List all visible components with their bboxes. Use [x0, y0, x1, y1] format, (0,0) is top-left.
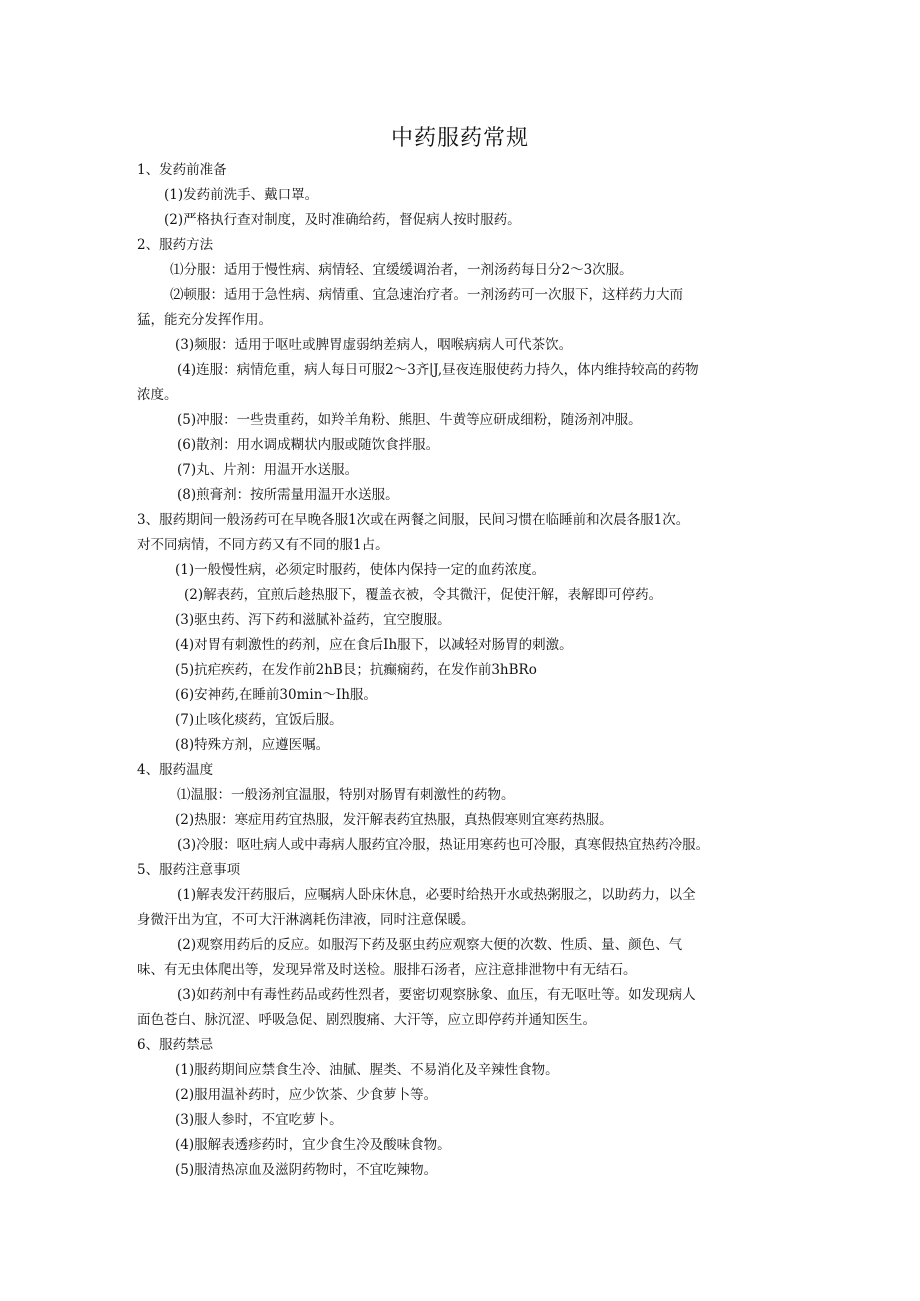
list-item: ⑴温服：一般汤剂宜温服，特别对肠胃有刺激性的药物。	[177, 787, 515, 803]
paragraph-continuation: 面色苍白、脉沉涩、呼吸急促、剧烈腹痛、大汗等，应立即停药并通知医生。	[137, 1012, 596, 1028]
list-item: (7)止咳化痰药，宜饭后服。	[175, 712, 343, 728]
list-item: (6)散剂：用水调成糊状内服或随饮食拌服。	[177, 437, 440, 453]
list-item: (3)冷服：呕吐病人或中毒病人服药宜冷服，热证用寒药也可冷服，真寒假热宜热药冷服。	[177, 837, 710, 853]
paragraph-continuation: 味、有无虫体爬出等，发现异常及时送检。服排石汤者，应注意排泄物中有无结石。	[137, 962, 637, 978]
section-heading-3: 3、服药期间一般汤药可在早晚各服1次或在两餐之间服，民间习惯在临睡前和次晨各服1次。	[137, 512, 690, 528]
list-item: (7)丸、片剂：用温开水送服。	[177, 462, 359, 478]
list-item: (1)一般慢性病，必须定时服药，使体内保持一定的血药浓度。	[175, 562, 546, 578]
list-item: (6)安神药,在睡前30min〜Ih服。	[175, 687, 377, 703]
list-item: (4)对胃有刺激性的药剂，应在食后Ih服下，以减轻对肠胃的刺激。	[175, 637, 573, 653]
list-item: (3)如药剂中有毒性药品或药性烈者，要密切观察脉象、血压，有无呕吐等。如发现病人	[177, 987, 696, 1003]
section-heading-4: 4、服药温度	[137, 762, 214, 778]
list-item: (2)热服：寒症用药宜热服，发汗解表药宜热服，真热假寒则宜寒药热服。	[175, 812, 613, 828]
list-item: (4)连服：病情危重，病人每日可服2〜3齐∣J,昼夜连服使药力持久，体内维持较高的药物	[177, 362, 699, 378]
list-item: (5)抗疟疾药，在发作前2hB艮；抗癫痫药，在发作前3hBRo	[175, 662, 537, 678]
section-heading-6: 6、服药禁忌	[137, 1037, 214, 1053]
section-heading-1: 1、发药前准备	[137, 162, 227, 178]
list-item: (2)服用温补药时，应少饮茶、少食萝卜等。	[175, 1087, 438, 1103]
page-title: 中药服药常规	[390, 126, 529, 151]
list-item: ⑴分服：适用于慢性病、病情轻、宜缓缓调治者，一剂汤药每日分2〜3次服。	[170, 262, 633, 278]
list-item: (2)解表药，宜煎后趁热服下，覆盖衣被，令其微汗，促使汗解，表解即可停药。	[184, 587, 663, 603]
paragraph-continuation: 对不同病情，不同方药又有不同的服1占。	[137, 537, 389, 553]
list-item: (2)观察用药后的反应。如服泻下药及驱虫药应观察大便的次数、性质、量、颜色、气	[177, 937, 683, 953]
section-heading-2: 2、服药方法	[137, 237, 214, 253]
list-item: (8)特殊方剂，应遵医嘱。	[175, 737, 330, 753]
list-item: (2)严格执行查对制度，及时准确给药，督促病人按时服药。	[164, 212, 521, 228]
paragraph-continuation: 猛，能充分发挥作用。	[137, 312, 272, 328]
list-item: (4)服解表透疹药时，宜少食生冷及酸味食物。	[175, 1137, 451, 1153]
list-item: (1)解表发汗药服后，应嘱病人卧床休息，必要时给热开水或热粥服之，以助药力，以全	[177, 887, 696, 903]
list-item: (1)发药前洗手、戴口罩。	[164, 187, 319, 203]
list-item: (5)冲服：一些贵重药，如羚羊角粉、熊胆、牛黄等应研成细粉，随汤剂冲服。	[177, 412, 642, 428]
list-item: (3)驱虫药、泻下药和滋腻补益药，宜空腹服。	[175, 612, 451, 628]
list-item: (5)服清热凉血及滋阴药物时，不宜吃辣物。	[175, 1162, 438, 1178]
list-item: (1)服药期间应禁食生冷、油腻、腥类、不易消化及辛辣性食物。	[175, 1062, 559, 1078]
paragraph-continuation: 身微汗出为宜，不可大汗淋漓耗伤津液，同时注意保暖。	[137, 912, 475, 928]
list-item: (8)煎膏剂：按所需量用温开水送服。	[177, 487, 399, 503]
list-item: (3)频服：适用于呕吐或脾胃虚弱纳差病人，咽喉病病人可代茶饮。	[175, 337, 573, 353]
section-heading-5: 5、服药注意事项	[137, 862, 241, 878]
list-item: (3)服人参时，不宜吃萝卜。	[175, 1112, 343, 1128]
paragraph-continuation: 浓度。	[137, 387, 178, 403]
list-item: ⑵顿服：适用于急性病、病情重、宜急速治疗者。一剂汤药可一次服下，这样药力大而	[170, 287, 683, 303]
